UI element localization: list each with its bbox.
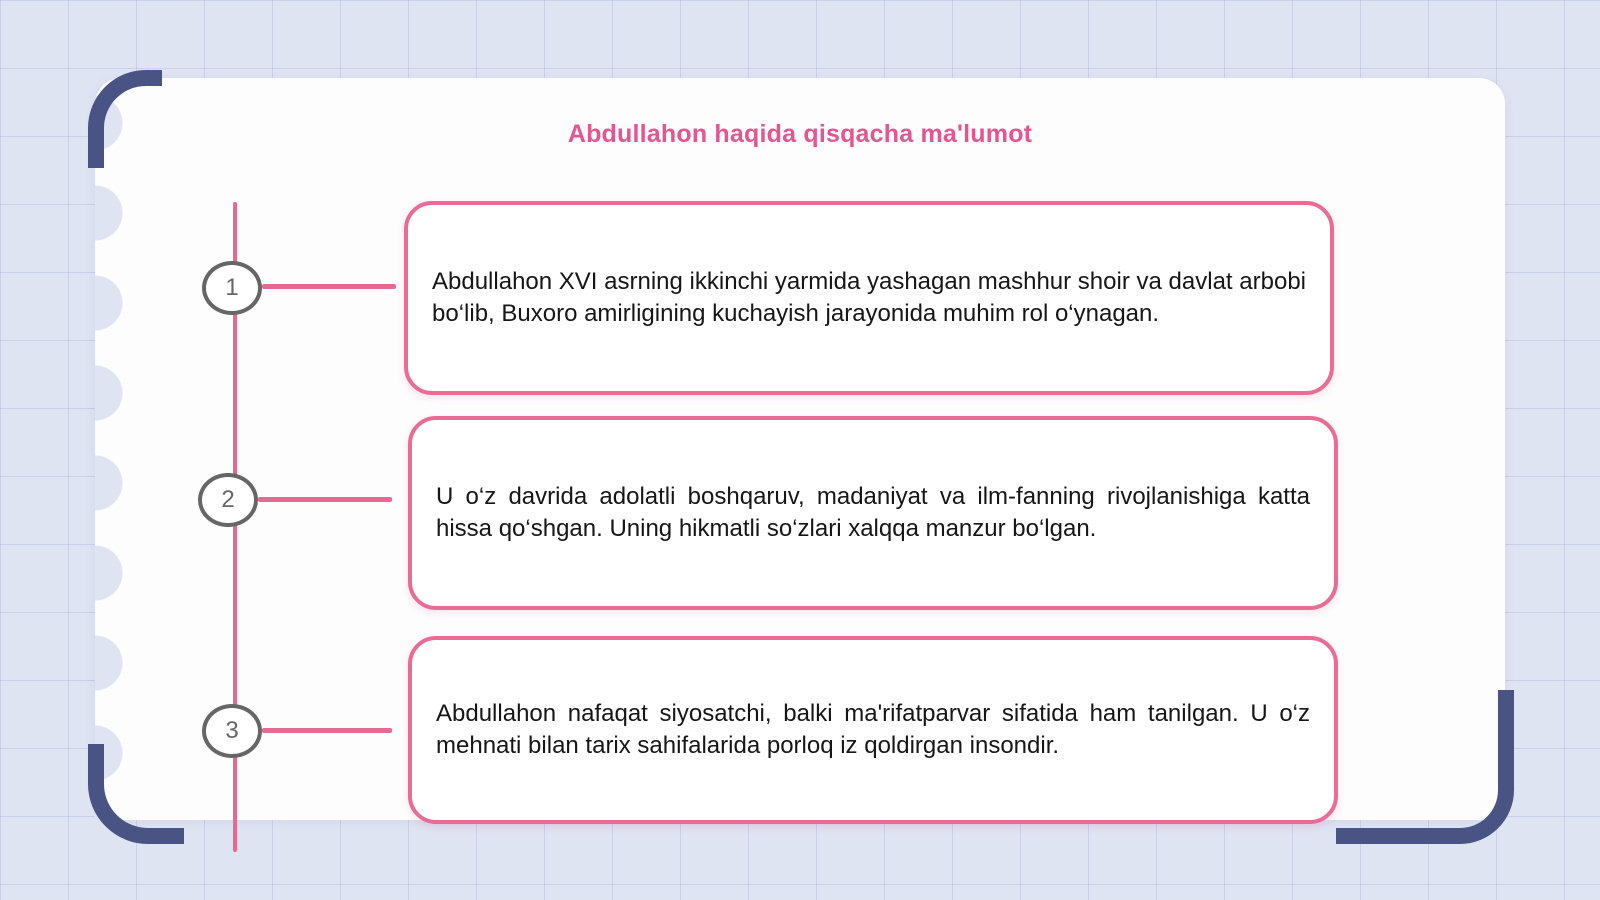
info-box-2	[408, 416, 1338, 610]
info-text-3: Abdullahon nafaqat siyosatchi, balki ma'rifatparvar sifatida ham tanilgan. U o‘z mehnati bilan tarix sahifalarida porloq iz qoldirgan insondir.	[436, 700, 1310, 759]
info-box-3	[408, 636, 1338, 824]
timeline-connector-3	[262, 728, 392, 733]
timeline-number-1: 1	[202, 261, 262, 315]
info-text-1: Abdullahon XVI asrning ikkinchi yarmida yashagan mashhur shoir va davlat arbobi bo‘lib, Buxoro amirligining kuchayish jarayonida muhim rol o‘ynagan.	[432, 268, 1306, 327]
timeline-number-3: 3	[202, 704, 262, 758]
timeline-connector-2	[258, 497, 392, 502]
timeline-number-2: 2	[198, 473, 258, 527]
slide-title: Abdullahon haqida qisqacha ma'lumot	[567, 120, 1033, 148]
info-box-1	[404, 201, 1334, 395]
corner-bracket-bottom-left	[88, 744, 184, 844]
timeline-connector-1	[262, 284, 396, 289]
corner-bracket-top-left	[88, 70, 162, 168]
corner-bracket-bottom-right	[1336, 690, 1514, 844]
scalloped-edge	[95, 78, 125, 820]
info-text-2: U o‘z davrida adolatli boshqaruv, madaniyat va ilm-fanning rivojlanishiga katta hissa qo‘shgan. Uning hikmatli so‘zlari xalqqa manzur bo‘lgan.	[436, 483, 1310, 542]
